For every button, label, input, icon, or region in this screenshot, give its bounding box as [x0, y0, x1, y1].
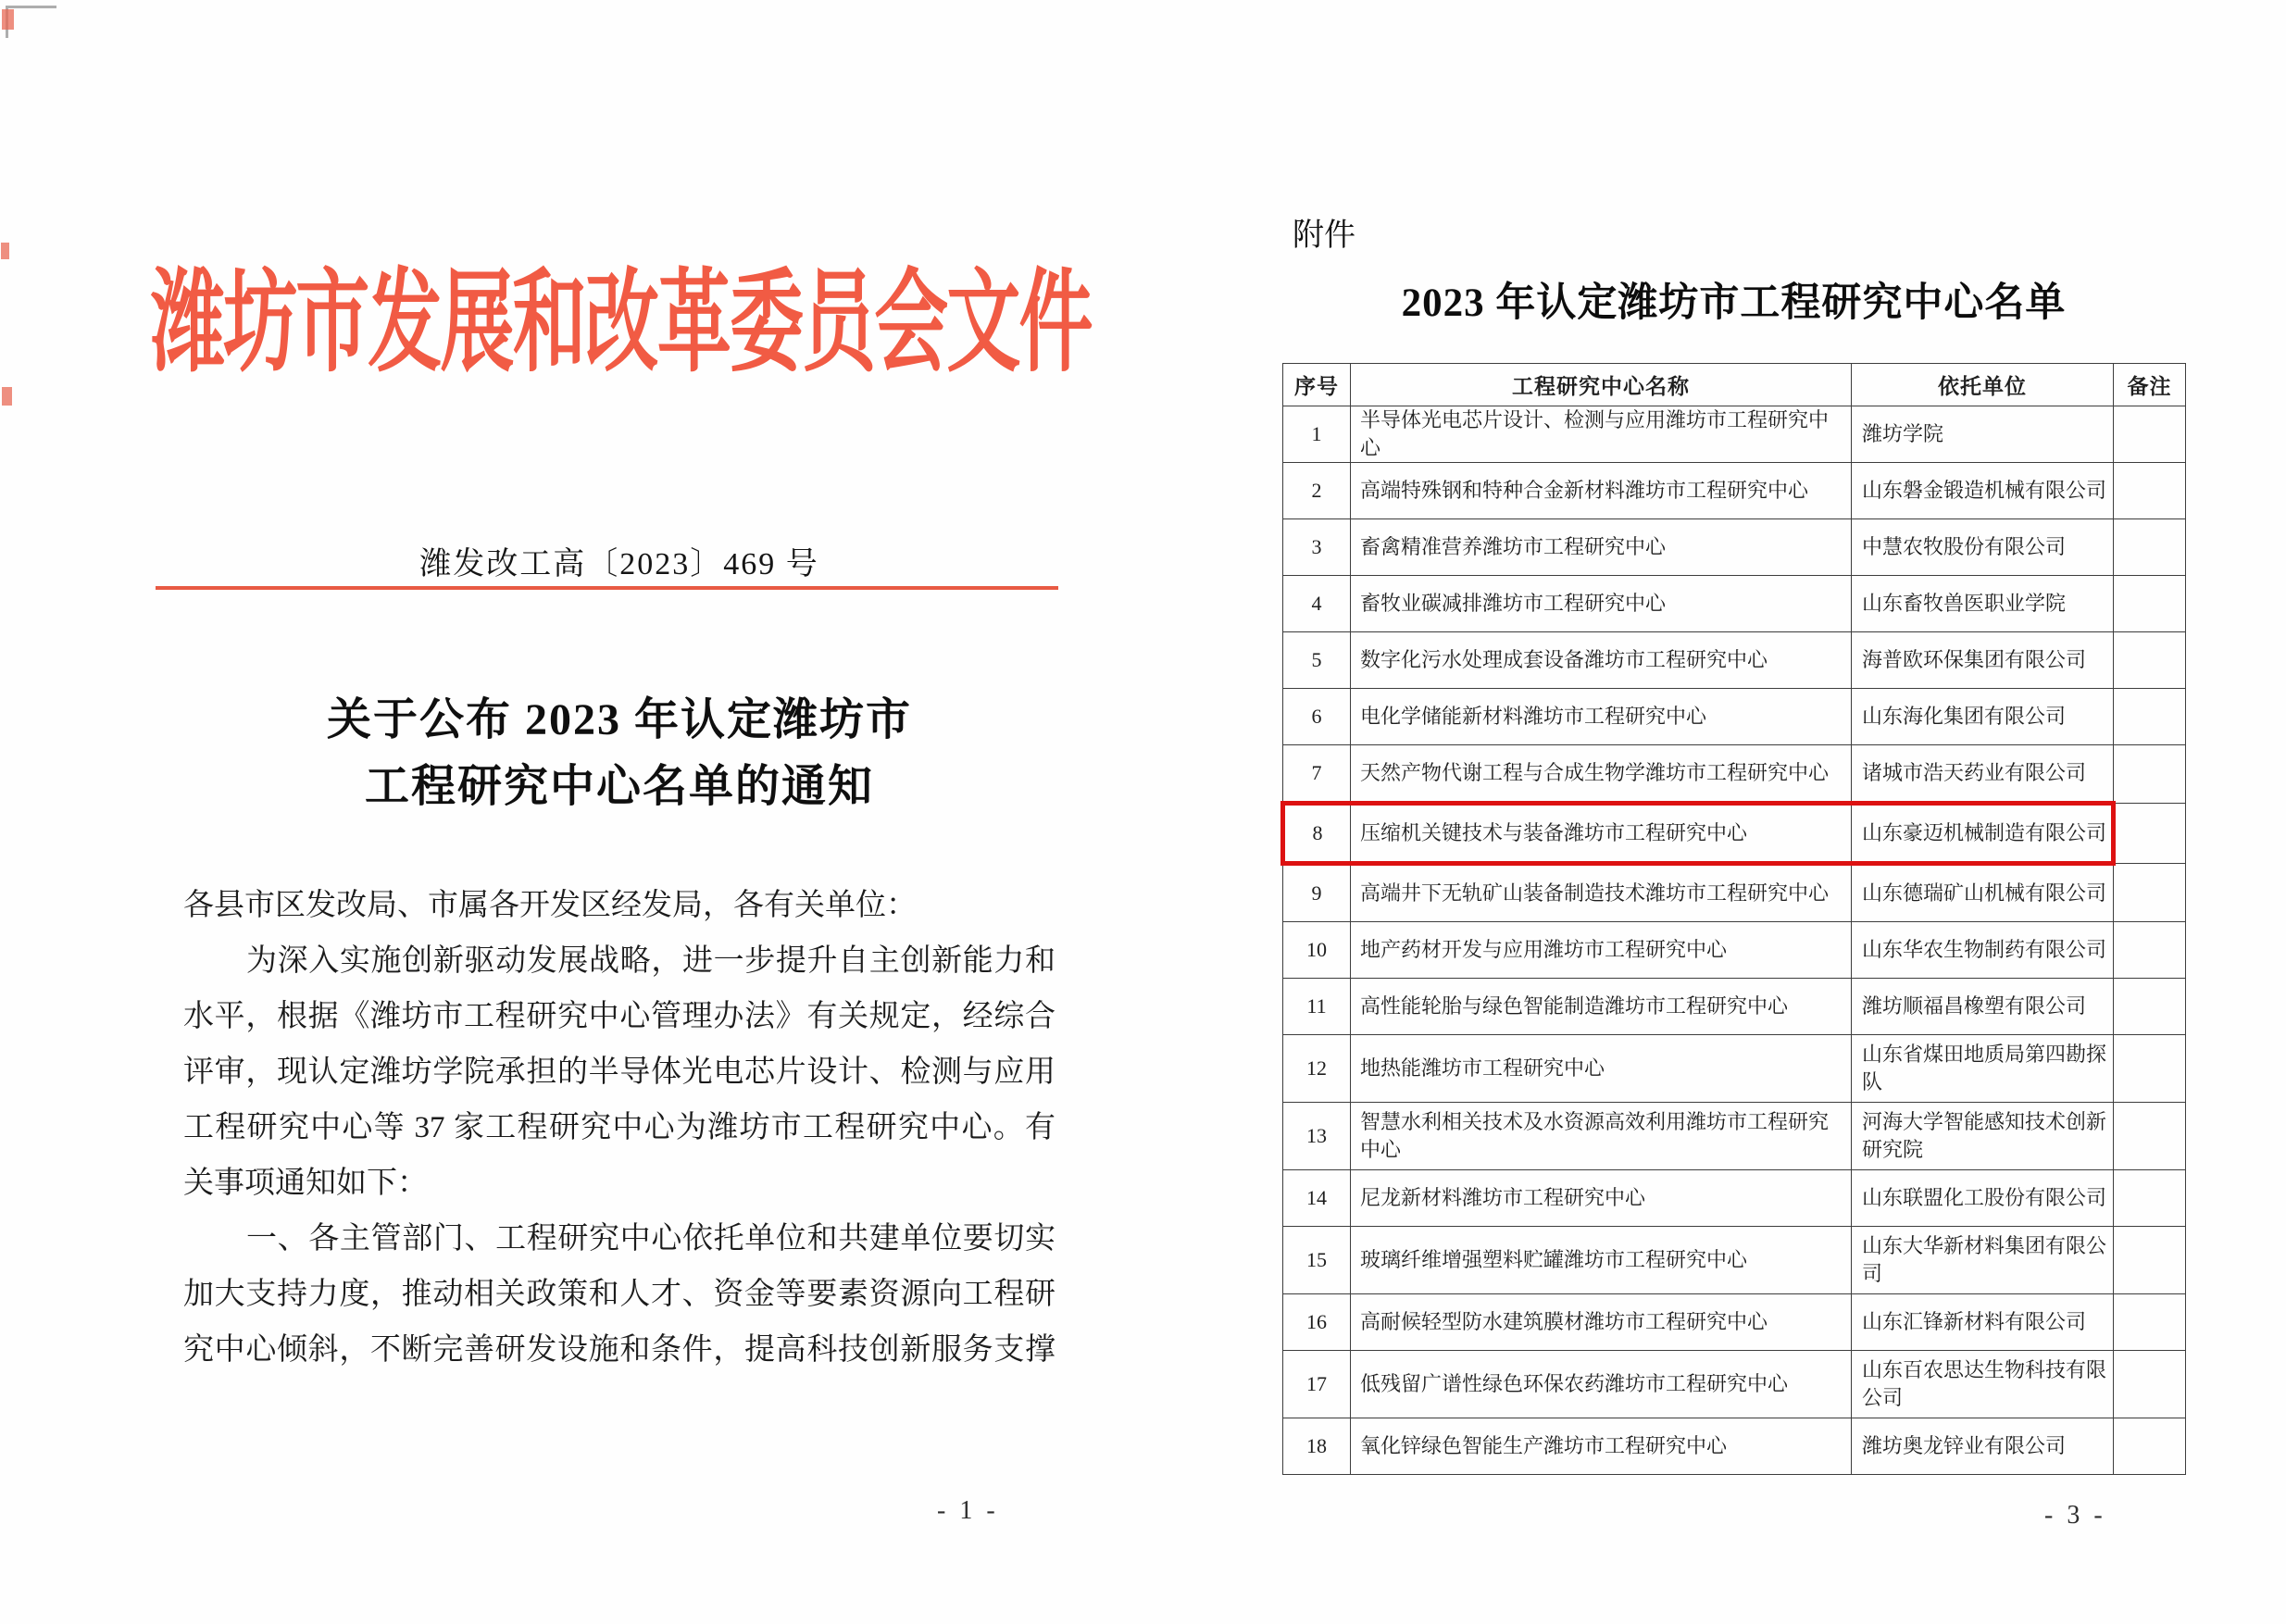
cell-name: 高端井下无轨矿山装备制造技术潍坊市工程研究中心 [1351, 864, 1852, 922]
table-row [1283, 576, 2186, 632]
cell-no: 7 [1283, 745, 1351, 804]
cell-org: 河海大学智能感知技术创新研究院 [1852, 1103, 2114, 1170]
body-line: 水平，根据《潍坊市工程研究中心管理办法》有关规定，经综合 [183, 1000, 1056, 1033]
attachment-label: 附件 [1293, 219, 1355, 253]
cell-org: 山东华农生物制药有限公司 [1852, 922, 2114, 979]
cell-org: 中慧农牧股份有限公司 [1852, 519, 2114, 576]
page-number-right: - 3 - [2044, 1501, 2106, 1530]
cell-org: 山东省煤田地质局第四勘探队 [1852, 1035, 2114, 1103]
column-header-name: 工程研究中心名称 [1351, 364, 1852, 406]
cell-org: 山东汇锋新材料有限公司 [1852, 1294, 2114, 1351]
table-row [1283, 519, 2186, 576]
table-header-row [1283, 364, 2186, 406]
cell-name: 压缩机关键技术与装备潍坊市工程研究中心 [1351, 804, 1852, 864]
cell-org: 潍坊学院 [1852, 406, 2114, 463]
page-number-left: - 1 - [937, 1496, 999, 1525]
table-row [1283, 1170, 2186, 1227]
cell-remark [2114, 1170, 2186, 1227]
cell-org: 山东百农思达生物科技有限公司 [1852, 1351, 2114, 1418]
cell-remark [2114, 864, 2186, 922]
red-separator-line [156, 586, 1058, 590]
cell-no: 15 [1283, 1227, 1351, 1294]
cell-remark [2114, 1351, 2186, 1418]
cell-no: 4 [1283, 576, 1351, 632]
cell-no: 10 [1283, 922, 1351, 979]
cell-remark [2114, 745, 2186, 804]
cell-no: 9 [1283, 864, 1351, 922]
cell-name: 高性能轮胎与绿色智能制造潍坊市工程研究中心 [1351, 979, 1852, 1035]
table-row [1283, 1227, 2186, 1294]
body-line: 加大支持力度，推动相关政策和人才、资金等要素资源向工程研 [183, 1278, 1056, 1311]
cell-remark [2114, 632, 2186, 689]
cell-remark [2114, 689, 2186, 745]
research-center-table [1280, 363, 2186, 1475]
cell-remark [2114, 979, 2186, 1035]
cell-org: 山东德瑞矿山机械有限公司 [1852, 864, 2114, 922]
cell-no: 6 [1283, 689, 1351, 745]
cell-name: 高端特殊钢和特种合金新材料潍坊市工程研究中心 [1351, 463, 1852, 519]
cell-name: 氧化锌绿色智能生产潍坊市工程研究中心 [1351, 1418, 1852, 1475]
cell-name: 半导体光电芯片设计、检测与应用潍坊市工程研究中心 [1351, 406, 1852, 463]
cell-no: 18 [1283, 1418, 1351, 1475]
cell-name: 畜牧业碳减排潍坊市工程研究中心 [1351, 576, 1852, 632]
document-title [183, 687, 1056, 820]
cell-name: 畜禽精准营养潍坊市工程研究中心 [1351, 519, 1852, 576]
column-header-org: 依托单位 [1852, 364, 2114, 406]
table-row [1283, 1418, 2186, 1475]
table-row [1283, 632, 2186, 689]
cell-remark [2114, 804, 2186, 864]
table-row [1283, 689, 2186, 745]
cell-org: 海普欧环保集团有限公司 [1852, 632, 2114, 689]
cell-remark [2114, 1103, 2186, 1170]
cell-no: 8 [1283, 804, 1351, 864]
cell-name: 天然产物代谢工程与合成生物学潍坊市工程研究中心 [1351, 745, 1852, 804]
cell-org: 山东海化集团有限公司 [1852, 689, 2114, 745]
cell-org: 潍坊奥龙锌业有限公司 [1852, 1418, 2114, 1475]
cell-no: 11 [1283, 979, 1351, 1035]
document-letterhead [151, 260, 1092, 394]
table-row [1283, 864, 2186, 922]
cell-remark [2114, 922, 2186, 979]
cell-no: 12 [1283, 1035, 1351, 1103]
body-line: 为深入实施创新驱动发展战略，进一步提升自主创新能力和 [246, 944, 1056, 978]
red-scan-speck [2, 9, 14, 30]
document-number: 潍发改工高〔2023〕469 号 [419, 547, 819, 581]
cell-org: 山东大华新材料集团有限公司 [1852, 1227, 2114, 1294]
cell-name: 电化学储能新材料潍坊市工程研究中心 [1351, 689, 1852, 745]
cell-no: 17 [1283, 1351, 1351, 1418]
cell-remark [2114, 576, 2186, 632]
body-line: 工程研究中心等 37 家工程研究中心为潍坊市工程研究中心。有 [183, 1111, 1056, 1144]
table-row [1283, 406, 2186, 463]
attachment-table-title: 2023 年认定潍坊市工程研究中心名单 [1401, 281, 2067, 325]
table-row [1283, 463, 2186, 519]
cell-remark [2114, 1227, 2186, 1294]
column-header-no: 序号 [1283, 364, 1351, 406]
body-line: 关事项通知如下： [183, 1167, 428, 1200]
red-scan-speck [2, 387, 12, 406]
cell-remark [2114, 519, 2186, 576]
document-title-line1: 关于公布 2023 年认定潍坊市 [326, 695, 912, 744]
document-title-line2: 工程研究中心名单的通知 [364, 762, 874, 811]
body-line: 各县市区发改局、市属各开发区经发局，各有关单位： [183, 889, 917, 922]
cell-no: 3 [1283, 519, 1351, 576]
cell-name: 玻璃纤维增强塑料贮罐潍坊市工程研究中心 [1351, 1227, 1852, 1294]
red-scan-speck [1, 243, 9, 259]
table-row [1283, 1035, 2186, 1103]
cell-no: 14 [1283, 1170, 1351, 1227]
cell-no: 5 [1283, 632, 1351, 689]
cell-org: 山东联盟化工股份有限公司 [1852, 1170, 2114, 1227]
letterhead-text: 潍坊市发展和改革委员会文件 [151, 260, 1092, 386]
cell-org: 山东豪迈机械制造有限公司 [1852, 804, 2114, 864]
cell-no: 1 [1283, 406, 1351, 463]
body-line: 评审，现认定潍坊学院承担的半导体光电芯片设计、检测与应用 [183, 1056, 1056, 1089]
cell-name: 尼龙新材料潍坊市工程研究中心 [1351, 1170, 1852, 1227]
cell-remark [2114, 406, 2186, 463]
body-line: 一、各主管部门、工程研究中心依托单位和共建单位要切实 [246, 1222, 1056, 1255]
cell-name: 低残留广谱性绿色环保农药潍坊市工程研究中心 [1351, 1351, 1852, 1418]
column-header-remark: 备注 [2114, 364, 2186, 406]
document-body [183, 878, 1056, 1378]
cell-remark [2114, 1294, 2186, 1351]
cell-name: 地产药材开发与应用潍坊市工程研究中心 [1351, 922, 1852, 979]
cell-org: 山东磐金锻造机械有限公司 [1852, 463, 2114, 519]
body-line: 究中心倾斜，不断完善研发设施和条件，提高科技创新服务支撑 [183, 1333, 1056, 1367]
cell-remark [2114, 1418, 2186, 1475]
cell-org: 山东畜牧兽医职业学院 [1852, 576, 2114, 632]
cell-name: 高耐候轻型防水建筑膜材潍坊市工程研究中心 [1351, 1294, 1852, 1351]
cell-name: 数字化污水处理成套设备潍坊市工程研究中心 [1351, 632, 1852, 689]
table-row [1283, 1294, 2186, 1351]
cell-org: 潍坊顺福昌橡塑有限公司 [1852, 979, 2114, 1035]
cell-no: 13 [1283, 1103, 1351, 1170]
cell-name: 地热能潍坊市工程研究中心 [1351, 1035, 1852, 1103]
cell-no: 2 [1283, 463, 1351, 519]
cell-org: 诸城市浩天药业有限公司 [1852, 745, 2114, 804]
cell-remark [2114, 1035, 2186, 1103]
cell-remark [2114, 463, 2186, 519]
table-row [1283, 1103, 2186, 1170]
table-row [1283, 922, 2186, 979]
table-row [1283, 979, 2186, 1035]
table-row [1283, 1351, 2186, 1418]
table-row-highlighted [1283, 804, 2186, 864]
table-row [1283, 745, 2186, 804]
cell-name: 智慧水利相关技术及水资源高效利用潍坊市工程研究中心 [1351, 1103, 1852, 1170]
cell-no: 16 [1283, 1294, 1351, 1351]
